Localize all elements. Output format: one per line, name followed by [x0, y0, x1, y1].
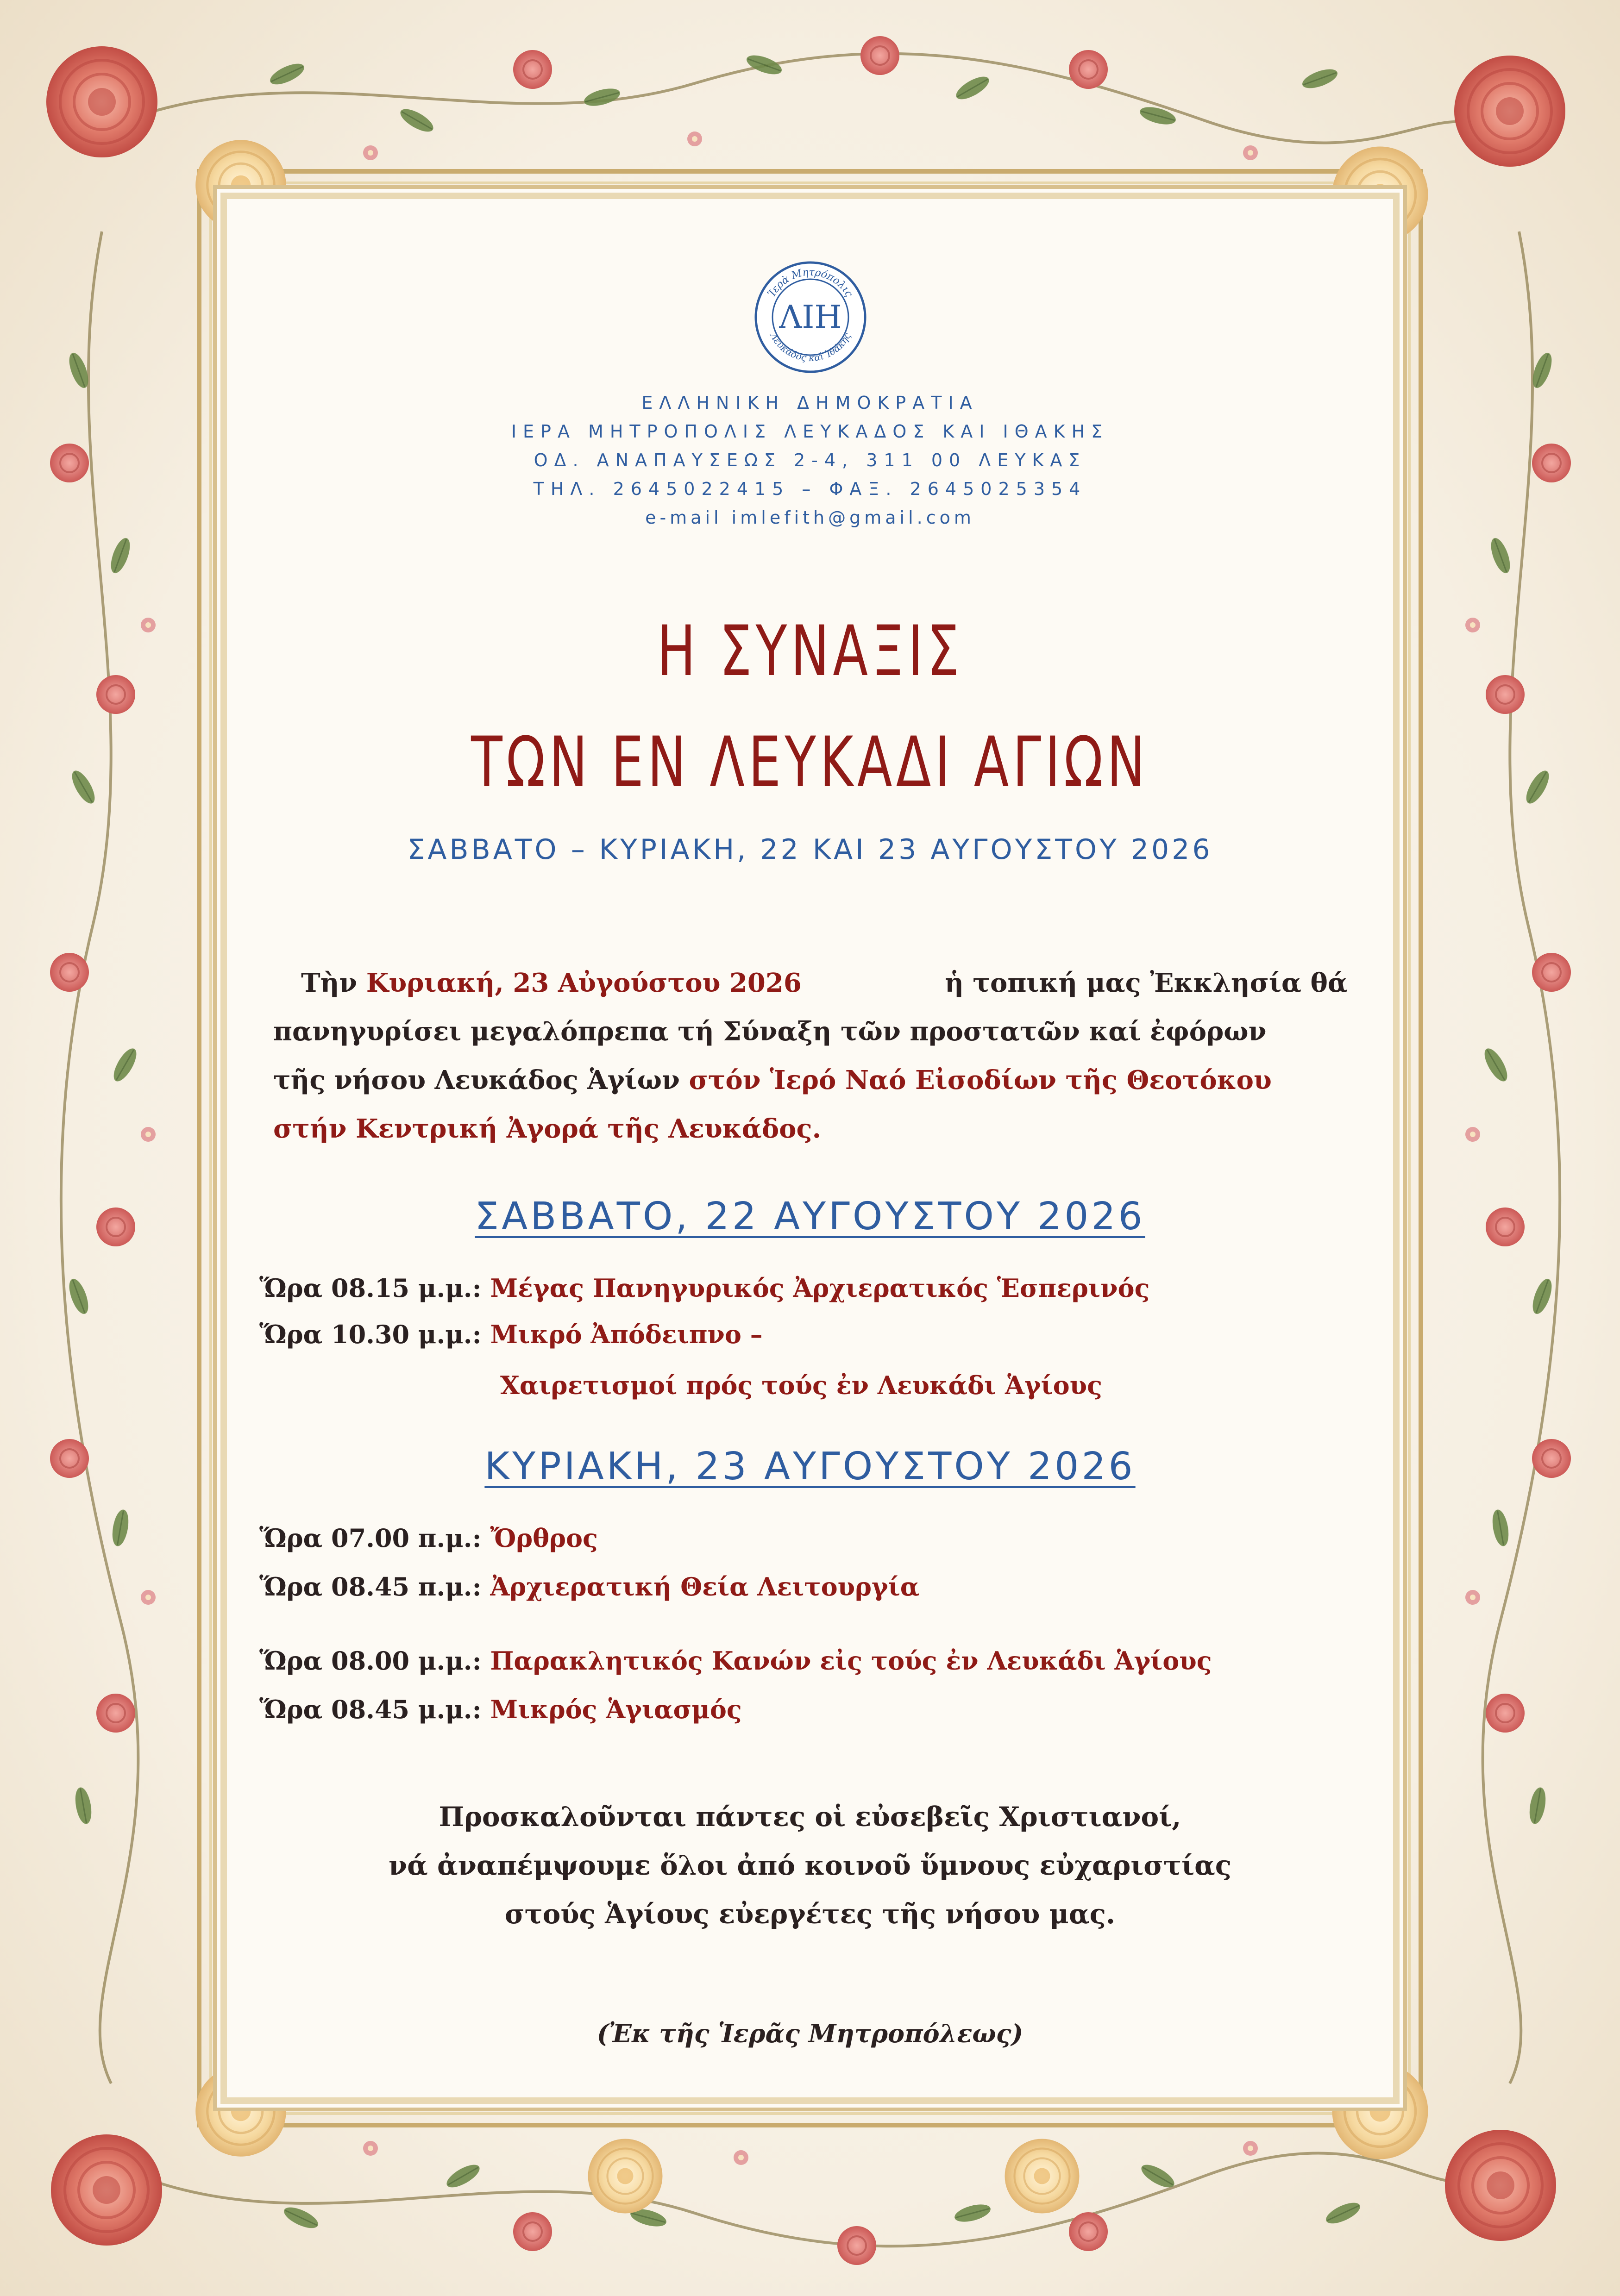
schedule-item: Ὥρα 08.45 μ.μ.: Μικρός Ἁγιασμός — [259, 1695, 742, 1724]
schedule-item: Ὥρα 08.15 μ.μ.: Μέγας Πανηγυρικός Ἀρχιερατικός Ἑσπερινός — [259, 1273, 1150, 1303]
schedule-item: Ὥρα 10.30 μ.μ.: Μικρό Ἀπόδειπνο – — [259, 1320, 763, 1349]
intro-line-4: στήν Κεντρική Ἀγορά τῆς Λευκάδος. — [273, 1114, 822, 1144]
metropolis-seal — [753, 259, 868, 375]
header-address: ΟΔ. ΑΝΑΠΑΥΣΕΩΣ 2-4, 311 00 ΛΕΥΚΑΣ — [534, 450, 1086, 470]
intro-line-2: πανηγυρίσει μεγαλόπρεπα τή Σύναξη τῶν προστατῶν καί ἐφόρων — [273, 1016, 1267, 1047]
schedule-item: Ὥρα 07.00 π.μ.: Ὄρθρος — [259, 1523, 598, 1553]
schedule-item: Ὥρα 08.00 μ.μ.: Παρακλητικός Κανών εἰς τούς ἐν Λευκάδι Ἁγίους — [259, 1646, 1212, 1676]
title-dates: ΣΑΒΒΑΤΟ – ΚΥΡΙΑΚΗ, 22 ΚΑΙ 23 ΑΥΓΟΥΣΤΟΥ 2026 — [407, 833, 1213, 866]
signature: (Ἐκ τῆς Ἱερᾶς Μητροπόλεως) — [597, 2019, 1023, 2048]
header-phone-fax: ΤΗΛ. 2645022415 – ΦΑΞ. 2645025354 — [533, 479, 1087, 499]
title-line-1: Η ΣΥΝΑΞΙΣ — [657, 611, 963, 692]
svg-text:ΛΙΗ: ΛΙΗ — [779, 299, 842, 336]
svg-text:Λευκάδος καὶ Ἰθάκης: Λευκάδος καὶ Ἰθάκης — [768, 331, 853, 364]
closing-line-3: στούς Ἁγίους εὐεργέτες τῆς νήσου μας. — [504, 1898, 1116, 1930]
header-country: ΕΛΛΗΝΙΚΗ ΔΗΜΟΚΡΑΤΙΑ — [641, 393, 979, 413]
intro-line-3: τῆς νήσου Λευκάδος Ἁγίων στόν Ἱερό Ναό Εἰσοδίων τῆς Θεοτόκου — [273, 1065, 1272, 1095]
header-metropolis: ΙΕΡΑ ΜΗΤΡΟΠΟΛΙΣ ΛΕΥΚΑΔΟΣ ΚΑΙ ΙΘΑΚΗΣ — [511, 421, 1109, 442]
schedule-item: Ὥρα 08.45 π.μ.: Ἀρχιερατική Θεία Λειτουργία — [259, 1572, 920, 1602]
svg-text:Ἱερὰ Μητρόπολις: Ἱερὰ Μητρόπολις — [766, 266, 855, 299]
closing-line-2: νά ἀναπέμψουμε ὅλοι ἀπό κοινοῦ ὕμνους εὐχαριστίας — [388, 1850, 1232, 1881]
schedule-continuation: Χαιρετισμοί πρός τούς ἐν Λευκάδι Ἁγίους — [500, 1370, 1103, 1400]
closing-line-1: Προσκαλοῦνται πάντες οἱ εὐσεβεῖς Χριστιανοί, — [439, 1801, 1181, 1833]
intro-line-1: Τὴν Κυριακή, 23 Αὐγούστου 2026 ἡ τοπική μας Ἐκκλησία θά — [301, 968, 1348, 998]
saturday-heading: ΣΑΒΒΑΤΟ, 22 ΑΥΓΟΥΣΤΟΥ 2026 — [475, 1195, 1145, 1239]
sunday-heading: ΚΥΡΙΑΚΗ, 23 ΑΥΓΟΥΣΤΟΥ 2026 — [484, 1445, 1136, 1489]
header-email: e-mail imlefith@gmail.com — [645, 507, 975, 528]
title-line-2: ΤΩΝ ΕΝ ΛΕΥΚΑΔΙ ΑΓΙΩΝ — [471, 722, 1149, 803]
